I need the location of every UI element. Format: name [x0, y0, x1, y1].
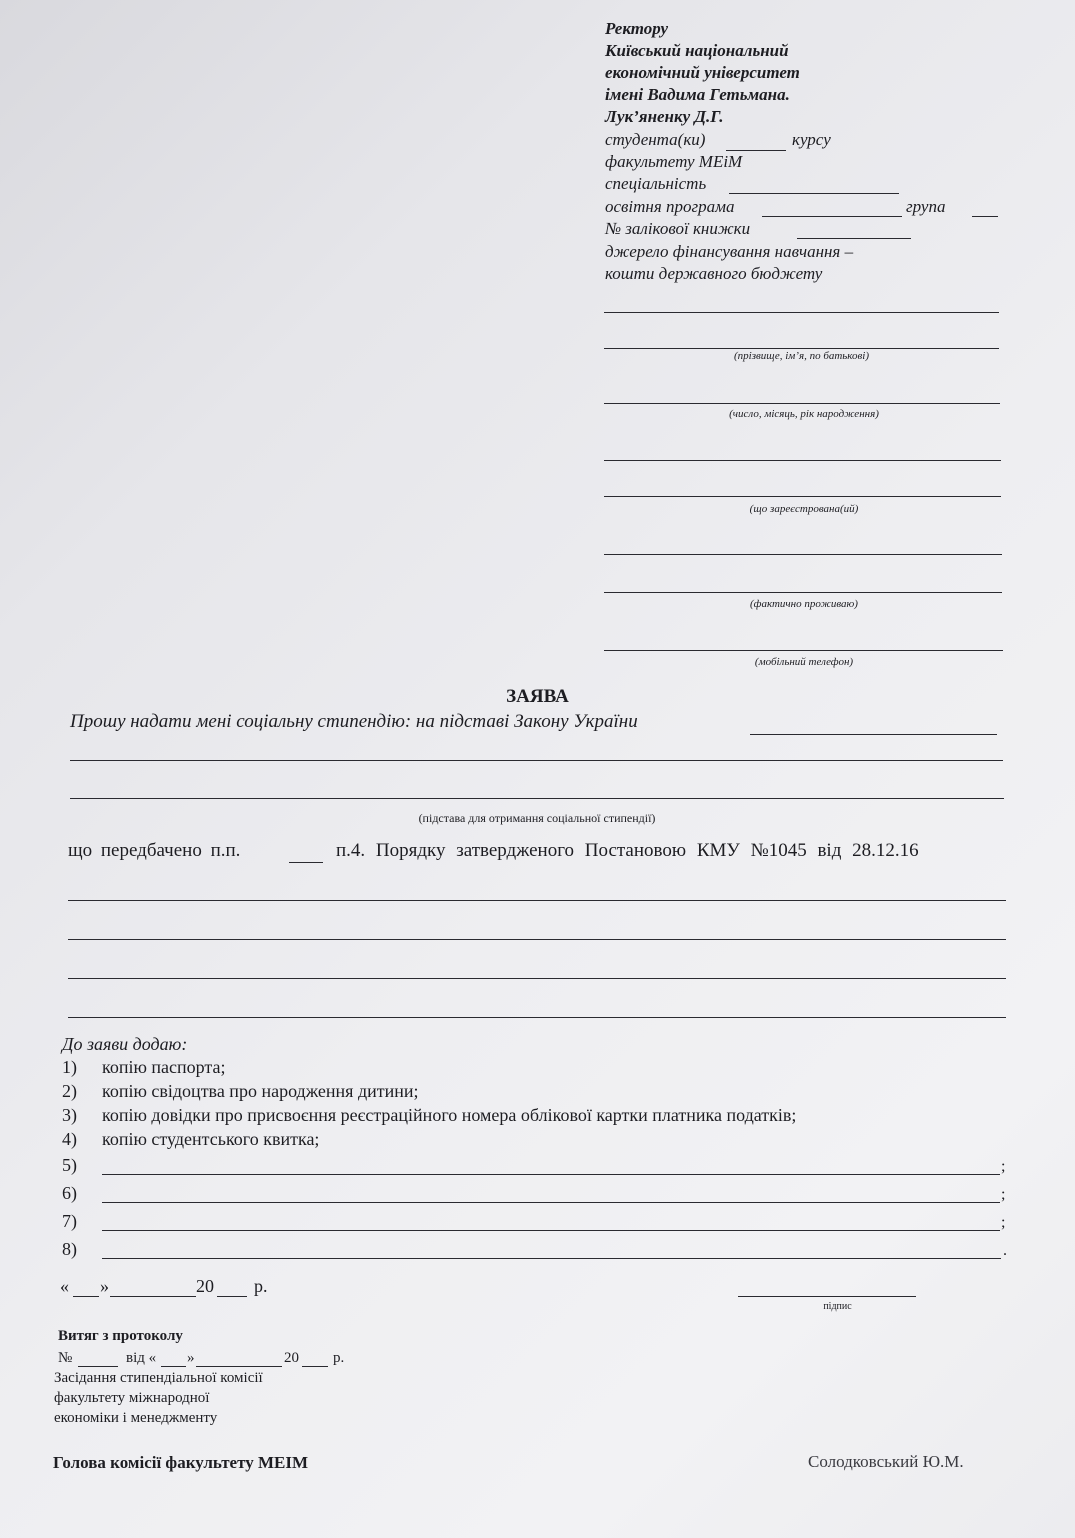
course-label: курсу — [792, 130, 831, 149]
caption-basis: (підстава для отримання соціальної стипендії) — [418, 811, 656, 825]
name-field-line-2[interactable] — [604, 348, 999, 349]
list-item-end: ; — [1001, 1214, 1006, 1231]
caption-living: (фактично проживаю) — [750, 598, 858, 610]
commission-head-name: Солодковський Ю.М. — [808, 1452, 964, 1471]
attachment-field-7[interactable] — [102, 1230, 1000, 1231]
protocol-year-prefix: 20 — [284, 1350, 299, 1366]
commission-head-title: Голова комісії факультету МЕІМ — [53, 1453, 309, 1472]
request-text: Прошу надати мені соціальну стипендію: на підставі Закону України — [70, 711, 638, 732]
university-line-3: імені Вадима Гетьмана. — [605, 85, 790, 104]
attachment-field-8[interactable] — [102, 1258, 1001, 1259]
list-item-blank: 6) — [62, 1183, 77, 1203]
specialty-field[interactable] — [729, 193, 899, 194]
list-item — [62, 1129, 320, 1150]
record-book-label: № залікової книжки — [605, 219, 751, 238]
funding-line-2: кошти державного бюджету — [605, 264, 823, 283]
date-year-prefix: 20 — [196, 1276, 214, 1296]
birthdate-field[interactable] — [604, 403, 1000, 404]
registered-field-line-2[interactable] — [604, 496, 1001, 497]
protocol-r: р. — [333, 1350, 345, 1366]
list-item-text: копію студентського квитка; — [102, 1129, 320, 1149]
meeting-line-3: економіки і менеджменту — [54, 1410, 218, 1426]
attachment-field-6[interactable] — [102, 1202, 1000, 1203]
date-month-field[interactable] — [110, 1296, 196, 1297]
caption-registered: (що зареєстрована(ий) — [749, 503, 859, 515]
date-r: р. — [254, 1276, 268, 1296]
date-day-field[interactable] — [73, 1296, 99, 1297]
basis-field-line-2[interactable] — [70, 798, 1004, 799]
name-field-line-1[interactable] — [604, 312, 999, 313]
date-quote-close: » — [100, 1276, 109, 1296]
protocol-month-field[interactable] — [196, 1366, 282, 1367]
list-item-number: 2) — [62, 1081, 77, 1101]
living-field-line-1[interactable] — [604, 554, 1002, 555]
list-item — [62, 1105, 797, 1126]
rector-label: Ректору — [605, 19, 669, 38]
list-item-text: копію довідки про присвоєння реєстраційного номера облікової картки платника податків; — [102, 1105, 797, 1125]
meeting-line-1: Засідання стипендіальної комісії — [54, 1370, 263, 1386]
rector-name: Лук’яненку Д.Г. — [605, 107, 724, 126]
protocol-year-field[interactable] — [302, 1366, 328, 1367]
details-line-4[interactable] — [68, 1017, 1006, 1018]
protocol-day-field[interactable] — [161, 1366, 186, 1367]
faculty-label: факультету МЕіМ — [605, 152, 743, 171]
signature-caption: підпис — [823, 1301, 852, 1312]
protocol-from-label: від « — [126, 1350, 157, 1366]
extract-title: Витяг з протоколу — [58, 1328, 183, 1344]
list-item-end: ; — [1001, 1186, 1006, 1203]
specialty-label: спеціальність — [605, 174, 707, 193]
signature-field[interactable] — [738, 1296, 916, 1297]
funding-line-1: джерело фінансування навчання – — [605, 242, 854, 261]
caption-birthdate: (число, місяць, рік народження) — [729, 408, 879, 420]
meeting-line-2: факультету міжнародної — [54, 1390, 210, 1406]
law-field[interactable] — [750, 734, 997, 735]
provided-text-1: що передбачено п.п. — [68, 840, 241, 861]
list-item — [62, 1081, 419, 1102]
university-line-2: економічний університет — [605, 63, 800, 82]
list-item-blank: 7) — [62, 1211, 77, 1231]
date-year-field[interactable] — [217, 1296, 247, 1297]
list-item — [62, 1057, 226, 1078]
basis-field-line-1[interactable] — [70, 760, 1003, 761]
document-title: ЗАЯВА — [506, 686, 569, 707]
program-field[interactable] — [762, 216, 902, 217]
protocol-no-label: № — [58, 1350, 73, 1366]
university-line-1: Київський національний — [605, 41, 789, 60]
list-item-number: 3) — [62, 1105, 77, 1125]
list-item-number: 1) — [62, 1057, 77, 1077]
list-item-end: ; — [1001, 1158, 1006, 1175]
list-item-text: копію свідоцтва про народження дитини; — [102, 1081, 419, 1101]
living-field-line-2[interactable] — [604, 592, 1002, 593]
list-item-blank: 5) — [62, 1155, 77, 1175]
list-item-number: 4) — [62, 1129, 77, 1149]
date-quote-open: « — [60, 1276, 69, 1296]
list-item-blank: 8) — [62, 1239, 77, 1259]
attachments-title: До заяви додаю: — [62, 1034, 188, 1054]
details-line-2[interactable] — [68, 939, 1006, 940]
subpoint-field[interactable] — [289, 862, 323, 863]
program-label: освітня програма — [605, 197, 735, 216]
attachment-field-5[interactable] — [102, 1174, 1000, 1175]
registered-field-line-1[interactable] — [604, 460, 1001, 461]
details-line-1[interactable] — [68, 900, 1006, 901]
list-item-text: копію паспорта; — [102, 1057, 226, 1077]
group-label: група — [906, 197, 946, 216]
student-label: студента(ки) — [605, 130, 706, 149]
provided-text-2: п.4. Порядку затвердженого Постановою КМУ №1045 від 28.12.16 — [336, 840, 919, 861]
protocol-quote-close: » — [187, 1350, 195, 1366]
details-line-3[interactable] — [68, 978, 1006, 979]
list-item-end: . — [1003, 1242, 1007, 1259]
caption-name: (прізвище, ім’я, по батькові) — [733, 350, 870, 362]
protocol-no-field[interactable] — [78, 1366, 118, 1367]
phone-field[interactable] — [604, 650, 1003, 651]
caption-phone: (мобільний телефон) — [754, 656, 854, 668]
record-book-field[interactable] — [797, 238, 911, 239]
group-field[interactable] — [972, 216, 998, 217]
